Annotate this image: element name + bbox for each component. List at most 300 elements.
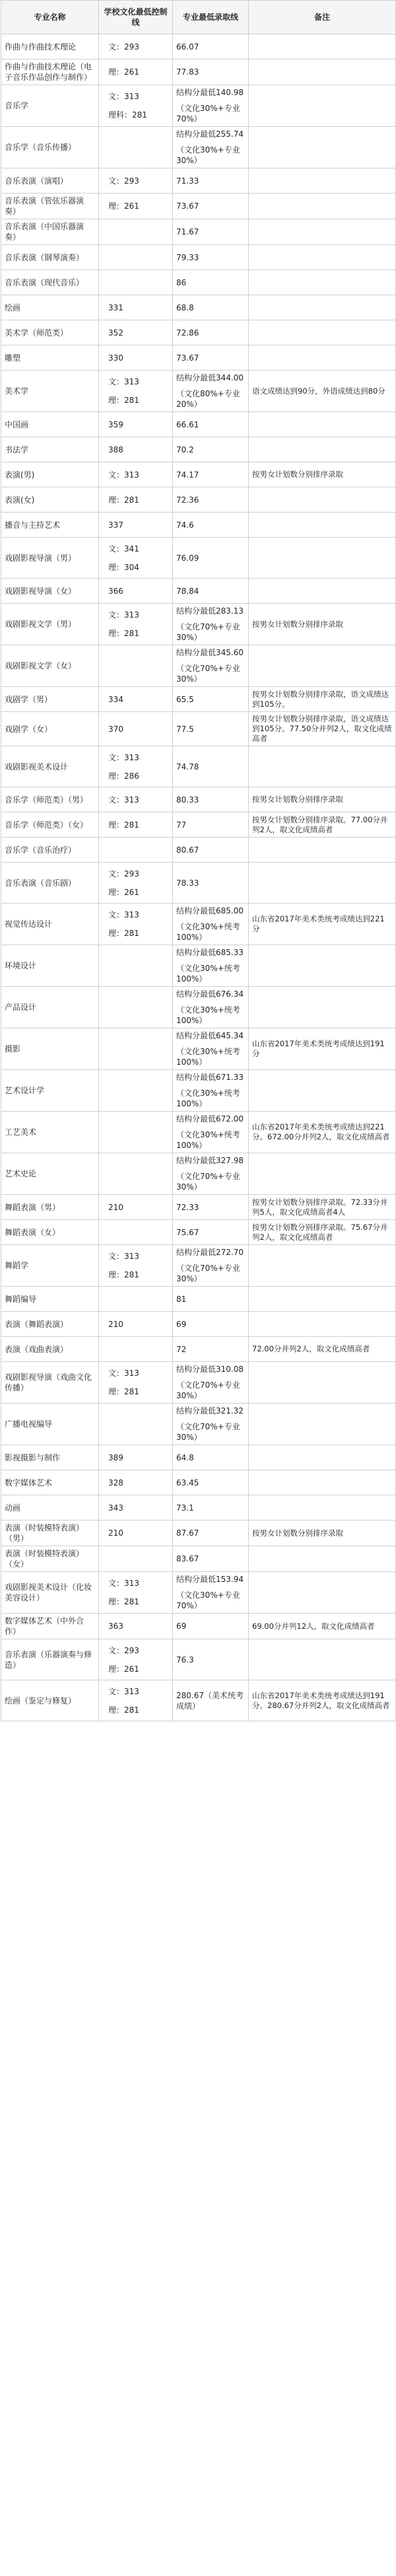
min-score-line: 72.33 bbox=[176, 1202, 199, 1212]
min-score-cell bbox=[173, 904, 249, 945]
min-score-line: （文化70%+专业30%） bbox=[176, 1264, 240, 1283]
major-name-cell: 戏剧影视导演（女） bbox=[1, 579, 99, 604]
min-score-line: 64.8 bbox=[176, 1452, 194, 1462]
min-score-line: 结构分最低272.70 bbox=[176, 1248, 244, 1257]
culture-limit-cell bbox=[99, 1337, 173, 1362]
culture-limit-line: 理：281 bbox=[108, 1387, 139, 1396]
min-score-cell bbox=[173, 1445, 249, 1470]
remark-cell bbox=[249, 219, 396, 245]
min-score-line: （文化30%+统考100%） bbox=[176, 1130, 240, 1150]
table-row bbox=[1, 270, 396, 295]
remark-cell: 按男女计划数分别排序录取 bbox=[249, 787, 396, 812]
remark-cell: 山东省2017年美术类统考成绩达到191分 bbox=[249, 1028, 396, 1070]
culture-limit-cell bbox=[99, 127, 173, 168]
culture-limit-line: 文：293 bbox=[108, 176, 139, 186]
remark-cell bbox=[249, 1245, 396, 1287]
table-row bbox=[1, 1028, 396, 1070]
culture-limit-line: 334 bbox=[108, 694, 123, 704]
min-score-line: 73.1 bbox=[176, 1503, 194, 1513]
min-score-cell bbox=[173, 462, 249, 487]
table-row bbox=[1, 1153, 396, 1195]
min-score-cell bbox=[173, 194, 249, 219]
table-row bbox=[1, 1614, 396, 1639]
remark-cell bbox=[249, 1312, 396, 1337]
table-row bbox=[1, 1404, 396, 1445]
major-name-cell: 数字媒体艺术 bbox=[1, 1470, 99, 1495]
table-row bbox=[1, 371, 396, 412]
culture-limit-line: 343 bbox=[108, 1503, 123, 1513]
table-row bbox=[1, 1546, 396, 1572]
min-score-cell bbox=[173, 1245, 249, 1287]
min-score-line: 结构分最低645.34 bbox=[176, 1031, 244, 1040]
table-row bbox=[1, 1312, 396, 1337]
min-score-line: （文化30%+专业70%） bbox=[176, 1591, 240, 1610]
min-score-line: （文化80%+专业20%） bbox=[176, 389, 240, 409]
remark-cell: 按男女计划数分别排序录取。75.67分并列2人，取文化成绩高者 bbox=[249, 1220, 396, 1245]
culture-limit-cell bbox=[99, 1195, 173, 1220]
major-name-cell: 表演(女) bbox=[1, 487, 99, 513]
culture-limit-cell bbox=[99, 1680, 173, 1721]
table-row bbox=[1, 412, 396, 437]
culture-limit-cell bbox=[99, 1245, 173, 1287]
table-row bbox=[1, 1245, 396, 1287]
major-name-cell: 摄影 bbox=[1, 1028, 99, 1070]
remark-cell: 按男女计划数分别排序录取 bbox=[249, 1521, 396, 1546]
table-row bbox=[1, 194, 396, 219]
major-name-cell: 作曲与作曲技术理论 bbox=[1, 34, 99, 59]
table-row bbox=[1, 838, 396, 863]
major-name-cell: 戏剧影视美术设计 bbox=[1, 746, 99, 787]
min-score-line: 80.67 bbox=[176, 845, 199, 855]
major-name-cell: 戏剧影视文学（女） bbox=[1, 645, 99, 687]
min-score-cell bbox=[173, 538, 249, 579]
admission-score-table bbox=[1, 0, 396, 1721]
culture-limit-cell bbox=[99, 295, 173, 320]
major-name-cell: 视觉传达设计 bbox=[1, 904, 99, 945]
major-name-cell: 戏剧影视导演（戏曲文化传播） bbox=[1, 1362, 99, 1404]
culture-limit-line: 理科：281 bbox=[108, 110, 147, 120]
major-name-cell: 音乐学（音乐传播） bbox=[1, 127, 99, 168]
major-name-cell: 戏剧学（男） bbox=[1, 687, 99, 712]
min-score-cell bbox=[173, 345, 249, 371]
min-score-cell bbox=[173, 127, 249, 168]
min-score-line: 70.2 bbox=[176, 445, 194, 454]
min-score-line: 76.3 bbox=[176, 1655, 194, 1664]
major-name-cell: 影视摄影与制作 bbox=[1, 1445, 99, 1470]
min-score-line: 71.67 bbox=[176, 227, 199, 236]
remark-cell bbox=[249, 1070, 396, 1112]
major-name-cell: 音乐学 bbox=[1, 85, 99, 127]
min-score-line: （文化30%+统考100%） bbox=[176, 964, 240, 984]
table-row bbox=[1, 1639, 396, 1680]
culture-limit-cell bbox=[99, 645, 173, 687]
min-score-line: 结构分最低344.00 bbox=[176, 373, 244, 382]
min-score-line: 结构分最低283.13 bbox=[176, 606, 244, 616]
culture-limit-line: 理：281 bbox=[108, 1705, 139, 1715]
min-score-cell bbox=[173, 1153, 249, 1195]
culture-limit-cell bbox=[99, 462, 173, 487]
major-name-cell: 舞蹈表演（男） bbox=[1, 1195, 99, 1220]
culture-limit-cell bbox=[99, 59, 173, 85]
table-row bbox=[1, 345, 396, 371]
culture-limit-line: 理：261 bbox=[108, 201, 139, 211]
culture-limit-cell bbox=[99, 1070, 173, 1112]
min-score-cell bbox=[173, 34, 249, 59]
min-score-line: 77 bbox=[176, 820, 187, 830]
major-name-cell: 音乐学（师范类）（女） bbox=[1, 812, 99, 838]
min-score-line: 66.61 bbox=[176, 419, 199, 429]
min-score-line: 74.78 bbox=[176, 762, 199, 771]
major-name-cell: 表演（时装模特表演）（男） bbox=[1, 1521, 99, 1546]
min-score-line: 72.86 bbox=[176, 328, 199, 338]
remark-cell: 语文成绩达到90分，外语成绩达到80分 bbox=[249, 371, 396, 412]
min-score-line: 结构分最低140.98 bbox=[176, 88, 244, 97]
table-row bbox=[1, 295, 396, 320]
remark-cell bbox=[249, 412, 396, 437]
remark-cell: 按男女计划数分别排序录取，语文成绩达到105分。 bbox=[249, 687, 396, 712]
min-score-cell bbox=[173, 1495, 249, 1521]
culture-limit-cell bbox=[99, 1495, 173, 1521]
major-name-cell: 舞蹈表演（女） bbox=[1, 1220, 99, 1245]
min-score-line: 65.5 bbox=[176, 694, 194, 704]
culture-limit-line: 210 bbox=[108, 1528, 123, 1538]
min-score-line: 80.33 bbox=[176, 795, 199, 805]
table-row bbox=[1, 1495, 396, 1521]
min-score-cell bbox=[173, 604, 249, 645]
culture-limit-line: 文：293 bbox=[108, 42, 139, 52]
culture-limit-line: 359 bbox=[108, 419, 123, 429]
culture-limit-cell bbox=[99, 712, 173, 746]
table-row bbox=[1, 579, 396, 604]
major-name-cell: 中国画 bbox=[1, 412, 99, 437]
culture-limit-line: 理：281 bbox=[108, 629, 139, 638]
min-score-line: 87.67 bbox=[176, 1528, 199, 1538]
min-score-line: 结构分最低672.00 bbox=[176, 1114, 244, 1124]
table-row bbox=[1, 320, 396, 345]
culture-limit-line: 330 bbox=[108, 353, 123, 363]
min-score-cell bbox=[173, 245, 249, 270]
major-name-cell: 播音与主持艺术 bbox=[1, 513, 99, 538]
min-score-line: 86 bbox=[176, 277, 187, 287]
table-row bbox=[1, 219, 396, 245]
remark-cell bbox=[249, 1445, 396, 1470]
major-name-cell: 绘画 bbox=[1, 295, 99, 320]
table-row bbox=[1, 812, 396, 838]
major-name-cell: 音乐表演（钢琴演奏） bbox=[1, 245, 99, 270]
culture-limit-line: 理：286 bbox=[108, 771, 139, 781]
min-score-cell bbox=[173, 746, 249, 787]
major-name-cell: 戏剧影视导演（男） bbox=[1, 538, 99, 579]
culture-limit-line: 理：281 bbox=[108, 1270, 139, 1279]
min-score-cell bbox=[173, 645, 249, 687]
table-body bbox=[1, 34, 396, 1721]
culture-limit-cell bbox=[99, 1546, 173, 1572]
min-score-cell bbox=[173, 1614, 249, 1639]
culture-limit-cell bbox=[99, 1287, 173, 1312]
major-name-cell: 音乐表演（音乐剧） bbox=[1, 863, 99, 904]
table-row bbox=[1, 538, 396, 579]
min-score-cell bbox=[173, 270, 249, 295]
culture-limit-line: 文：313 bbox=[108, 470, 139, 480]
major-name-cell: 产品设计 bbox=[1, 987, 99, 1028]
min-score-cell bbox=[173, 712, 249, 746]
remark-cell: 按男女计划数分别排序录取。77.00分并列2人，取文化成绩高者 bbox=[249, 812, 396, 838]
remark-cell bbox=[249, 270, 396, 295]
major-name-cell: 舞蹈学 bbox=[1, 1245, 99, 1287]
min-score-cell bbox=[173, 1680, 249, 1721]
culture-limit-line: 337 bbox=[108, 520, 123, 530]
min-score-cell bbox=[173, 1404, 249, 1445]
major-name-cell: 雕塑 bbox=[1, 345, 99, 371]
remark-cell bbox=[249, 1546, 396, 1572]
culture-limit-line: 理：281 bbox=[108, 820, 139, 830]
table-row bbox=[1, 904, 396, 945]
min-score-line: 68.8 bbox=[176, 303, 194, 312]
culture-limit-line: 文：313 bbox=[108, 1686, 139, 1696]
culture-limit-line: 352 bbox=[108, 328, 123, 338]
culture-limit-cell bbox=[99, 437, 173, 462]
major-name-cell: 表演（戏曲表演） bbox=[1, 1337, 99, 1362]
remark-cell bbox=[249, 127, 396, 168]
min-score-line: 74.17 bbox=[176, 470, 199, 480]
table-row bbox=[1, 1445, 396, 1470]
remark-cell bbox=[249, 863, 396, 904]
major-name-cell: 绘画（鉴定与修复） bbox=[1, 1680, 99, 1721]
remark-cell bbox=[249, 987, 396, 1028]
min-score-cell bbox=[173, 437, 249, 462]
culture-limit-cell bbox=[99, 1153, 173, 1195]
culture-limit-line: 210 bbox=[108, 1202, 123, 1212]
culture-limit-line: 366 bbox=[108, 586, 123, 596]
culture-limit-line: 文：293 bbox=[108, 869, 139, 878]
remark-cell bbox=[249, 59, 396, 85]
culture-limit-cell bbox=[99, 1112, 173, 1153]
culture-limit-cell bbox=[99, 1639, 173, 1680]
min-score-cell bbox=[173, 812, 249, 838]
major-name-cell: 音乐表演（乐器演奏与修造） bbox=[1, 1639, 99, 1680]
min-score-line: （文化70%+专业30%） bbox=[176, 1422, 240, 1442]
table-row bbox=[1, 1572, 396, 1614]
culture-limit-line: 理：261 bbox=[108, 67, 139, 77]
min-score-cell bbox=[173, 295, 249, 320]
header-remark: 备注 bbox=[249, 1, 396, 34]
min-score-cell bbox=[173, 1112, 249, 1153]
min-score-line: 72 bbox=[176, 1344, 187, 1354]
min-score-line: 结构分最低671.33 bbox=[176, 1073, 244, 1082]
remark-cell bbox=[249, 295, 396, 320]
culture-limit-line: 363 bbox=[108, 1622, 123, 1631]
min-score-line: 78.33 bbox=[176, 878, 199, 888]
major-name-cell: 美术学 bbox=[1, 371, 99, 412]
table-row bbox=[1, 34, 396, 59]
culture-limit-line: 370 bbox=[108, 724, 123, 734]
culture-limit-line: 文：313 bbox=[108, 910, 139, 919]
culture-limit-line: 理：281 bbox=[108, 929, 139, 938]
culture-limit-cell bbox=[99, 412, 173, 437]
culture-limit-cell bbox=[99, 538, 173, 579]
remark-cell bbox=[249, 1153, 396, 1195]
table-row bbox=[1, 127, 396, 168]
culture-limit-cell bbox=[99, 371, 173, 412]
culture-limit-line: 文：293 bbox=[108, 1645, 139, 1655]
major-name-cell: 美术学（师范类） bbox=[1, 320, 99, 345]
remark-cell: 按男女计划数分别排序录取，语文成绩达到105分。77.50分并列2人，取文化成绩高者 bbox=[249, 712, 396, 746]
culture-limit-cell bbox=[99, 245, 173, 270]
table-row bbox=[1, 513, 396, 538]
min-score-line: 66.07 bbox=[176, 42, 199, 52]
remark-cell: 按男女计划数分别排序录取。72.33分并列5人，取文化成绩高者4人 bbox=[249, 1195, 396, 1220]
min-score-cell bbox=[173, 371, 249, 412]
culture-limit-cell bbox=[99, 812, 173, 838]
min-score-line: （文化30%+专业70%） bbox=[176, 104, 240, 124]
remark-cell bbox=[249, 538, 396, 579]
culture-limit-cell bbox=[99, 1521, 173, 1546]
table-row bbox=[1, 945, 396, 987]
remark-cell bbox=[249, 645, 396, 687]
min-score-cell bbox=[173, 412, 249, 437]
min-score-line: （文化30%+统考100%） bbox=[176, 1089, 240, 1108]
min-score-line: 结构分最低685.00 bbox=[176, 906, 244, 915]
remark-cell: 69.00分并列12人，取文化成绩高者 bbox=[249, 1614, 396, 1639]
major-name-cell: 艺术史论 bbox=[1, 1153, 99, 1195]
min-score-cell bbox=[173, 1546, 249, 1572]
culture-limit-cell bbox=[99, 838, 173, 863]
min-score-cell bbox=[173, 1521, 249, 1546]
remark-cell bbox=[249, 245, 396, 270]
min-score-cell bbox=[173, 1070, 249, 1112]
table-row bbox=[1, 245, 396, 270]
major-name-cell: 舞蹈编导 bbox=[1, 1287, 99, 1312]
table-row bbox=[1, 687, 396, 712]
min-score-line: 结构分最低676.34 bbox=[176, 989, 244, 999]
min-score-line: 81 bbox=[176, 1294, 187, 1304]
min-score-cell bbox=[173, 1337, 249, 1362]
min-score-line: （文化30%+统考100%） bbox=[176, 922, 240, 942]
major-name-cell: 音乐表演（管弦乐器演奏） bbox=[1, 194, 99, 219]
remark-cell bbox=[249, 945, 396, 987]
header-major: 专业名称 bbox=[1, 1, 99, 34]
table-row bbox=[1, 437, 396, 462]
min-score-cell bbox=[173, 1028, 249, 1070]
culture-limit-cell bbox=[99, 787, 173, 812]
min-score-cell bbox=[173, 1362, 249, 1404]
min-score-line: 结构分最低153.94 bbox=[176, 1575, 244, 1584]
culture-limit-line: 理：281 bbox=[108, 396, 139, 405]
table-row bbox=[1, 1470, 396, 1495]
table-row bbox=[1, 1521, 396, 1546]
major-name-cell: 数字媒体艺术（中外合作） bbox=[1, 1614, 99, 1639]
culture-limit-cell bbox=[99, 687, 173, 712]
major-name-cell: 动画 bbox=[1, 1495, 99, 1521]
culture-limit-cell bbox=[99, 219, 173, 245]
min-score-line: （文化70%+专业30%） bbox=[176, 664, 240, 684]
table-row bbox=[1, 1337, 396, 1362]
culture-limit-cell bbox=[99, 863, 173, 904]
culture-limit-line: 文：313 bbox=[108, 1369, 139, 1378]
min-score-line: 63.45 bbox=[176, 1478, 199, 1487]
table-row bbox=[1, 1680, 396, 1721]
remark-cell: 山东省2017年美术类统考成绩达到221分。672.00分并列2人，取文化成绩高者 bbox=[249, 1112, 396, 1153]
culture-limit-line: 文：313 bbox=[108, 610, 139, 620]
major-name-cell: 表演（舞蹈表演） bbox=[1, 1312, 99, 1337]
min-score-cell bbox=[173, 85, 249, 127]
min-score-line: 69 bbox=[176, 1622, 187, 1631]
remark-cell: 按男女计划数分别排序录取 bbox=[249, 604, 396, 645]
min-score-line: 结构分最低327.98 bbox=[176, 1156, 244, 1165]
remark-cell: 按男女计划数分别排序录取 bbox=[249, 462, 396, 487]
remark-cell bbox=[249, 168, 396, 194]
culture-limit-line: 文：341 bbox=[108, 544, 139, 554]
remark-cell bbox=[249, 1639, 396, 1680]
min-score-line: 结构分最低255.74 bbox=[176, 129, 244, 139]
culture-limit-line: 文：313 bbox=[108, 377, 139, 386]
table-row bbox=[1, 787, 396, 812]
min-score-line: （文化30%+专业30%） bbox=[176, 145, 240, 165]
major-name-cell: 音乐学（音乐治疗） bbox=[1, 838, 99, 863]
remark-cell bbox=[249, 320, 396, 345]
culture-limit-cell bbox=[99, 270, 173, 295]
min-score-cell bbox=[173, 219, 249, 245]
min-score-cell bbox=[173, 320, 249, 345]
table-row bbox=[1, 1362, 396, 1404]
major-name-cell: 音乐表演（中国乐器演奏） bbox=[1, 219, 99, 245]
culture-limit-cell bbox=[99, 1312, 173, 1337]
table-row bbox=[1, 1220, 396, 1245]
min-score-line: （文化70%+专业30%） bbox=[176, 622, 240, 642]
culture-limit-cell bbox=[99, 1404, 173, 1445]
min-score-cell bbox=[173, 1195, 249, 1220]
min-score-cell bbox=[173, 1572, 249, 1614]
table-row bbox=[1, 168, 396, 194]
min-score-line: 78.84 bbox=[176, 586, 199, 596]
culture-limit-cell bbox=[99, 746, 173, 787]
culture-limit-line: 331 bbox=[108, 303, 123, 312]
culture-limit-line: 理：304 bbox=[108, 562, 139, 572]
min-score-line: 71.33 bbox=[176, 176, 199, 186]
culture-limit-cell bbox=[99, 1362, 173, 1404]
culture-limit-cell bbox=[99, 513, 173, 538]
min-score-line: 结构分最低685.33 bbox=[176, 948, 244, 957]
table-row bbox=[1, 85, 396, 127]
culture-limit-line: 理：261 bbox=[108, 887, 139, 897]
culture-limit-cell bbox=[99, 987, 173, 1028]
min-score-cell bbox=[173, 1287, 249, 1312]
culture-limit-line: 理：261 bbox=[108, 1664, 139, 1674]
culture-limit-cell bbox=[99, 1614, 173, 1639]
table-row bbox=[1, 487, 396, 513]
major-name-cell: 环境设计 bbox=[1, 945, 99, 987]
min-score-line: （文化30%+统考100%） bbox=[176, 1047, 240, 1067]
table-row bbox=[1, 462, 396, 487]
remark-cell bbox=[249, 437, 396, 462]
min-score-cell bbox=[173, 1470, 249, 1495]
culture-limit-cell bbox=[99, 579, 173, 604]
culture-limit-line: 文：313 bbox=[108, 752, 139, 762]
remark-cell bbox=[249, 487, 396, 513]
major-name-cell: 音乐表演（现代音乐） bbox=[1, 270, 99, 295]
min-score-line: 结构分最低310.08 bbox=[176, 1365, 244, 1374]
table-header-row bbox=[1, 1, 396, 34]
min-score-cell bbox=[173, 579, 249, 604]
min-score-cell bbox=[173, 687, 249, 712]
remark-cell bbox=[249, 513, 396, 538]
min-score-line: （文化70%+专业30%） bbox=[176, 1172, 240, 1192]
culture-limit-line: 理：281 bbox=[108, 1597, 139, 1606]
remark-cell bbox=[249, 345, 396, 371]
major-name-cell: 艺术设计学 bbox=[1, 1070, 99, 1112]
min-score-cell bbox=[173, 838, 249, 863]
culture-limit-line: 389 bbox=[108, 1452, 123, 1462]
